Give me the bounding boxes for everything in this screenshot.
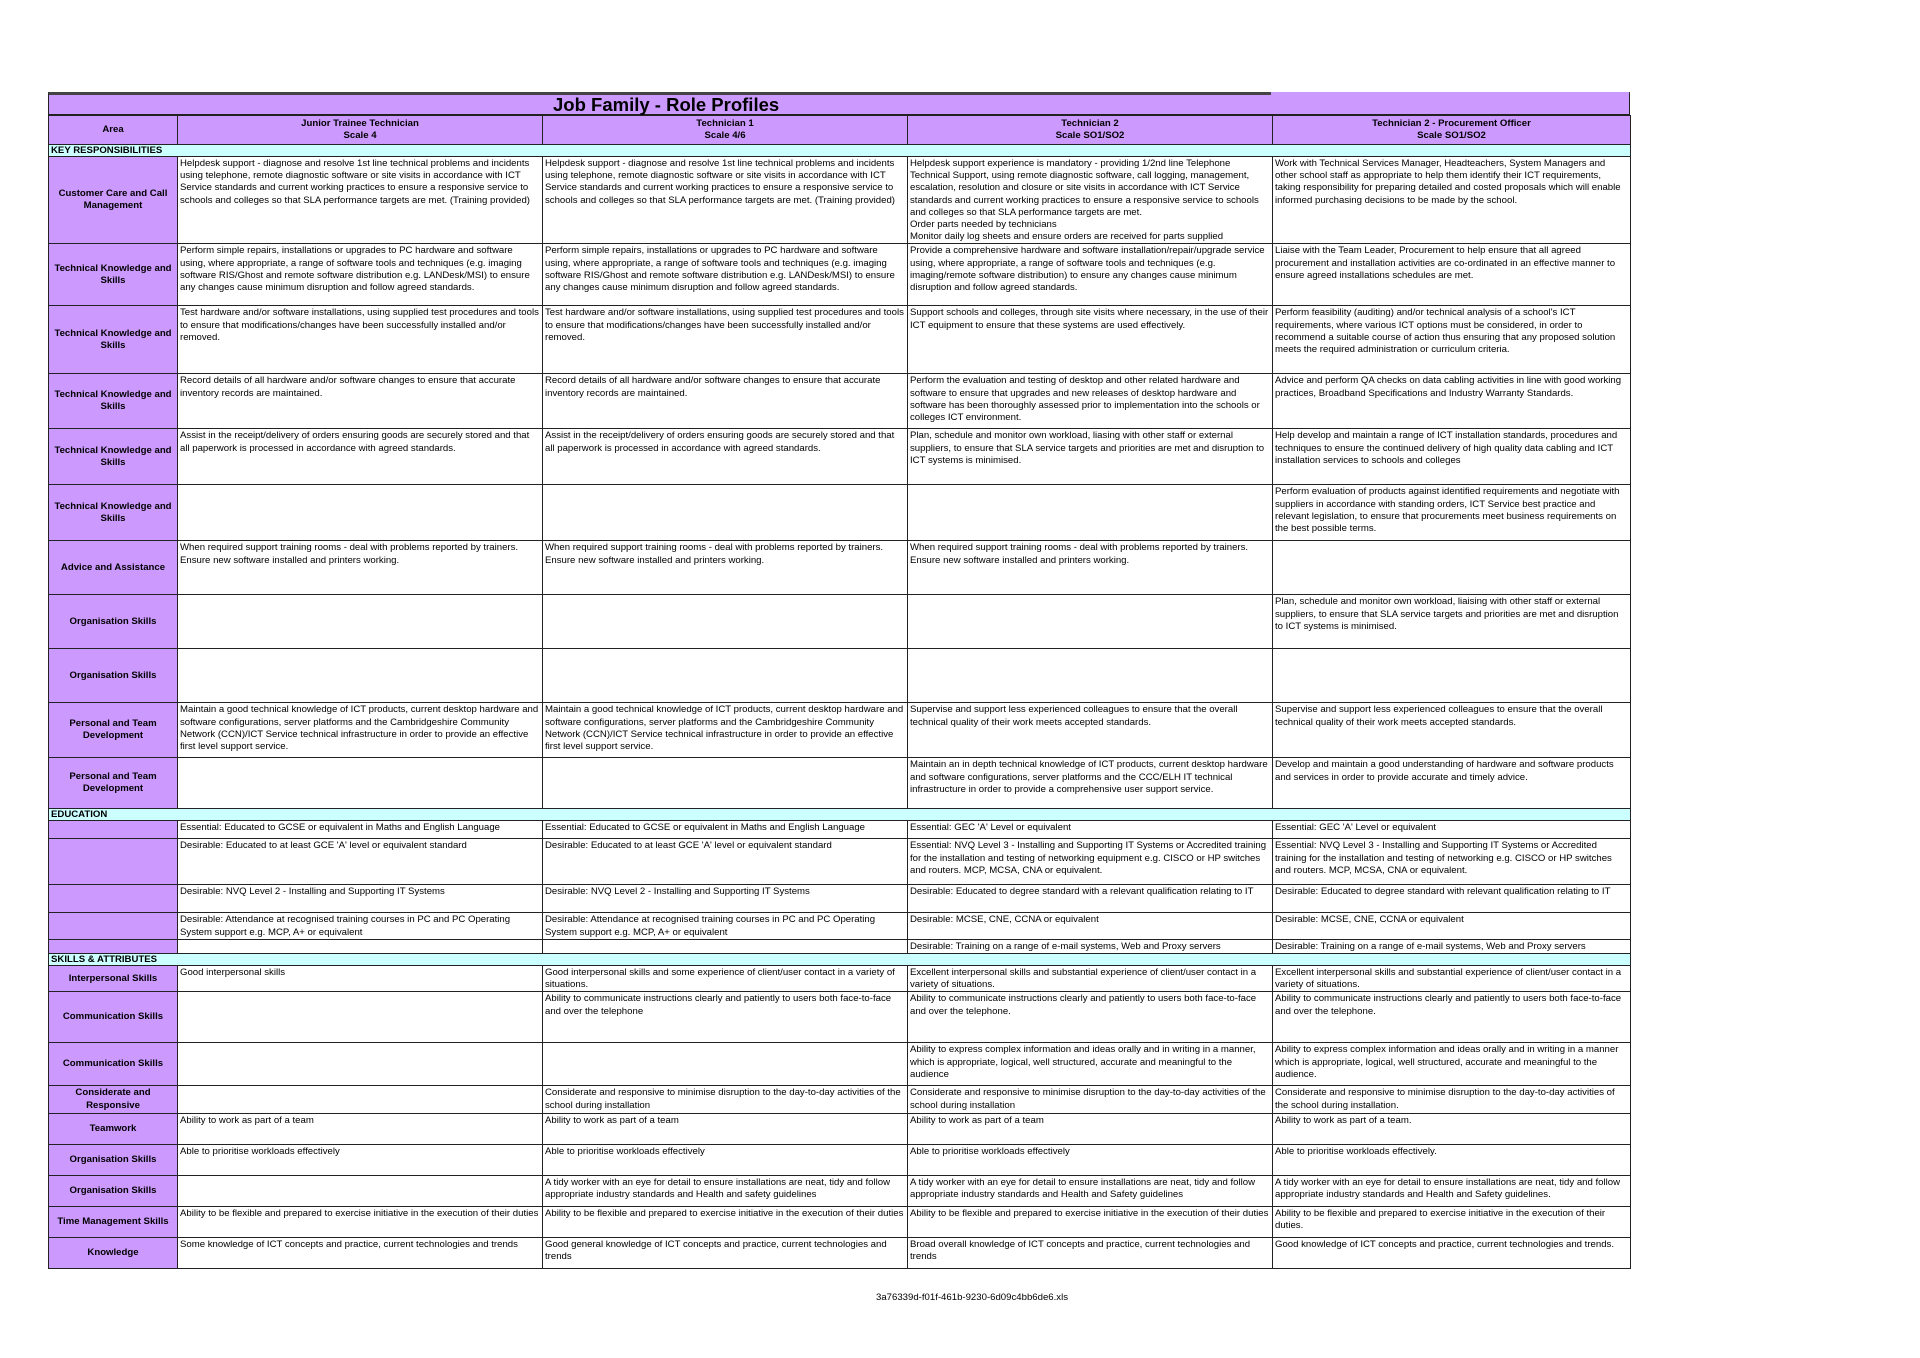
profile-row [49,306,1631,374]
role-cell: Assist in the receipt/delivery of orders ensuring goods are securely stored and that all paperwork is processed in accordance with agreed standards. [178,429,543,485]
file-name-footer [0,1292,1920,1303]
role-cell: Excellent interpersonal skills and substantial experience of client/user contact in a variety of situations. [908,966,1273,992]
section-title: EDUCATION [49,809,1631,821]
profile-row [49,1206,1631,1237]
profile-row [49,1175,1631,1206]
role-cell: Good interpersonal skills and some experience of client/user contact in a variety of situations. [543,966,908,992]
section-header-key-responsibilities [49,145,1631,157]
role-cell [1273,649,1631,703]
column-header-row [49,116,1631,145]
profile-row [49,429,1631,485]
role-cell: Ability to work as part of a team [178,1113,543,1144]
role-cell [543,1043,908,1086]
role-cell: Essential: Educated to GCSE or equivalent in Maths and English Language [543,821,908,839]
profile-row [49,821,1631,839]
area-label [49,839,178,885]
area-label: Technical Knowledge and Skills [49,244,178,306]
profile-row [49,885,1631,913]
role-cell: Considerate and responsive to minimise disruption to the day-to-day activities of the school during installation. [1273,1086,1631,1113]
role-cell: Essential: GEC 'A' Level or equivalent [1273,821,1631,839]
profile-row [49,1086,1631,1113]
section-title: KEY RESPONSIBILITIES [49,145,1631,157]
role-cell: Ability to be flexible and prepared to exercise initiative in the execution of their duties [178,1206,543,1237]
role-cell: Excellent interpersonal skills and substantial experience of client/user contact in a variety of situations. [1273,966,1631,992]
role-cell [178,649,543,703]
page-title: Job Family - Role Profiles [553,94,780,115]
role-cell: Ability to communicate instructions clearly and patiently to users both face-to-face and over the telephone [543,992,908,1043]
area-label: Technical Knowledge and Skills [49,485,178,541]
area-label: Customer Care and Call Management [49,157,178,244]
role-cell [178,758,543,809]
area-label: Time Management Skills [49,1206,178,1237]
role-cell [543,758,908,809]
area-label [49,885,178,913]
area-label: Teamwork [49,1113,178,1144]
area-label: Organisation Skills [49,1144,178,1175]
role-cell: A tidy worker with an eye for detail to ensure installations are neat, tidy and follow appropriate industry standards and Health and Safety guidelines [908,1175,1273,1206]
role-name: Technician 2 - Procurement Officer [1372,118,1531,129]
column-header-role [178,116,543,145]
role-cell: Desirable: Educated to degree standard with relevant qualification relating to IT [1273,885,1631,913]
area-label: Knowledge [49,1237,178,1268]
role-cell: Test hardware and/or software installations, using supplied test procedures and tools to ensure that modifications/changes have been successfully installed and/or removed. [178,306,543,374]
role-scale: Scale 4/6 [704,130,746,141]
area-label: Organisation Skills [49,595,178,649]
role-cell: Support schools and colleges, through site visits where necessary, in the use of their ICT equipment to ensure that these systems are used effectively. [908,306,1273,374]
role-cell: Helpdesk support - diagnose and resolve 1st line technical problems and incidents using telephone, remote diagnostic software or site visits in accordance with ICT Service standards and current working practices to ensure a responsive service to schools and colleges so that SLA performance targets are met. (Training provided) [543,157,908,244]
role-cell: Ability to be flexible and prepared to exercise initiative in the execution of their duties [908,1206,1273,1237]
role-cell: Advice and perform QA checks on data cabling activities in line with good working practices, Broadband Specifications and Industry Warranty Standards. [1273,374,1631,429]
section-header-education [49,809,1631,821]
role-cell: Ability to communicate instructions clearly and patiently to users both face-to-face and over the telephone. [1273,992,1631,1043]
role-cell: Maintain a good technical knowledge of ICT products, current desktop hardware and software configurations, server platforms and the Cambridgeshire Community Network (CCN)/ICT Service technical infrastructure in order to provide an effective first level support service. [543,703,908,758]
role-cell [543,485,908,541]
file-name: 3a76339d-f01f-461b-9230-6d09c4bb6de6.xls [875,1292,1069,1303]
role-cell: When required support training rooms - deal with problems reported by trainers. Ensure new software installed and printers working. [178,541,543,595]
area-label: Organisation Skills [49,1175,178,1206]
role-cell: Essential: NVQ Level 3 - Installing and Supporting IT Systems or Accredited training for the installation and testing of networking equipment e.g. CISCO or HP switches and routers. MCP, MCSA, CNA or equivalent. [908,839,1273,885]
role-cell [1273,541,1631,595]
role-cell: A tidy worker with an eye for detail to ensure installations are neat, tidy and follow appropriate industry standards and Health and Safety guidelines. [1273,1175,1631,1206]
role-cell: Able to prioritise workloads effectively [178,1144,543,1175]
role-cell: Perform simple repairs, installations or upgrades to PC hardware and software using, where appropriate, a range of software tools and techniques (e.g. imaging software RIS/Ghost and remote software distribution e.g. LANDesk/MSI) to ensure any changes cause minimum disruption and follow agreed standards. [178,244,543,306]
area-label [49,939,178,953]
profile-row [49,758,1631,809]
role-cell [178,1086,543,1113]
role-cell [908,595,1273,649]
role-cell: Desirable: Educated to at least GCE 'A' level or equivalent standard [178,839,543,885]
role-cell: Ability to work as part of a team. [1273,1113,1631,1144]
area-label [49,821,178,839]
area-label: Technical Knowledge and Skills [49,306,178,374]
role-cell [178,939,543,953]
role-cell: Essential: NVQ Level 3 - Installing and Supporting IT Systems or Accredited training for the installation and testing of networking e.g. CISCO or HP switches and routers. MCP, MCSA, CNA or equivalent. [1273,839,1631,885]
section-title: SKILLS & ATTRIBUTES [49,954,1631,966]
area-label: Communication Skills [49,1043,178,1086]
role-cell: Desirable: NVQ Level 2 - Installing and Supporting IT Systems [178,885,543,913]
role-cell [908,485,1273,541]
title-bar [48,92,1630,115]
profile-row [49,913,1631,939]
role-cell: Helpdesk support - diagnose and resolve 1st line technical problems and incidents using telephone, remote diagnostic software or site visits in accordance with ICT Service standards and current working practices to ensure a responsive service to schools and colleges so that SLA performance targets are met. (Training provided) [178,157,543,244]
role-cell: Test hardware and/or software installations, using supplied test procedures and tools to ensure that modifications/changes have been successfully installed and/or removed. [543,306,908,374]
title-bar-extension [1271,92,1629,95]
area-label: Considerate and Responsive [49,1086,178,1113]
role-cell: Good general knowledge of ICT concepts and practice, current technologies and trends [543,1237,908,1268]
role-cell: Desirable: MCSE, CNE, CCNA or equivalent [1273,913,1631,939]
area-label: Technical Knowledge and Skills [49,429,178,485]
role-cell: Plan, schedule and monitor own workload, liasing with other staff or external suppliers, to ensure that SLA service targets and priorities are met and disruption to ICT systems is minimised. [908,429,1273,485]
role-cell: Record details of all hardware and/or software changes to ensure that accurate inventory records are maintained. [543,374,908,429]
role-cell: Plan, schedule and monitor own workload, liaising with other staff or external suppliers, to ensure that SLA service targets and priorities are met and disruption to ICT systems is minimised. [1273,595,1631,649]
area-label: Personal and Team Development [49,703,178,758]
role-cell [178,595,543,649]
column-header-area: Area [49,116,178,145]
role-cell: Supervise and support less experienced colleagues to ensure that the overall technical quality of their work meets accepted standards. [1273,703,1631,758]
role-cell: When required support training rooms - deal with problems reported by trainers. Ensure new software installed and printers working. [543,541,908,595]
role-cell: Ability to work as part of a team [908,1113,1273,1144]
role-cell [178,1175,543,1206]
role-cell: Able to prioritise workloads effectively. [1273,1144,1631,1175]
role-cell [543,939,908,953]
role-cell: Desirable: Educated to at least GCE 'A' level or equivalent standard [543,839,908,885]
area-label: Interpersonal Skills [49,966,178,992]
role-cell: Assist in the receipt/delivery of orders ensuring goods are securely stored and that all paperwork is processed in accordance with agreed standards. [543,429,908,485]
profile-row [49,839,1631,885]
profile-row [49,1237,1631,1268]
role-cell: Considerate and responsive to minimise disruption to the day-to-day activities of the school during installation [543,1086,908,1113]
role-cell: Essential: GEC 'A' Level or equivalent [908,821,1273,839]
role-cell: Ability to express complex information and ideas orally and in writing in a manner, which is appropriate, logical, well structured, accurate and meaningful to the audience [908,1043,1273,1086]
role-cell: Develop and maintain a good understanding of hardware and software products and services in order to provide accurate and timely advice. [1273,758,1631,809]
role-cell: Ability to work as part of a team [543,1113,908,1144]
role-cell: Desirable: Attendance at recognised training courses in PC and PC Operating System support e.g. MCP, A+ or equivalent [543,913,908,939]
role-cell [543,595,908,649]
role-cell: Desirable: Training on a range of e-mail systems, Web and Proxy servers [908,939,1273,953]
role-cell: Liaise with the Team Leader, Procurement to help ensure that all agreed procurement and installation activities are co-ordinated in an effective manner to ensure agreed installations schedules are met. [1273,244,1631,306]
role-name: Junior Trainee Technician [301,118,419,129]
profile-row [49,157,1631,244]
role-cell: Maintain a good technical knowledge of ICT products, current desktop hardware and software configurations, server platforms and the Cambridgeshire Community Network (CCN)/ICT Service technical infrastructure in order to provide an effective first level support service. [178,703,543,758]
profile-row [49,541,1631,595]
area-label: Communication Skills [49,992,178,1043]
role-cell: Ability to be flexible and prepared to exercise initiative in the execution of their duties [543,1206,908,1237]
area-label: Personal and Team Development [49,758,178,809]
role-cell: Able to prioritise workloads effectively [543,1144,908,1175]
profile-row [49,485,1631,541]
profile-row [49,244,1631,306]
role-cell: A tidy worker with an eye for detail to ensure installations are neat, tidy and follow appropriate industry standards and Health and safety guidelines [543,1175,908,1206]
column-header-role [1273,116,1631,145]
role-cell: Provide a comprehensive hardware and software installation/repair/upgrade service using, where appropriate, a range of software tools and techniques (e.g. imaging/remote software distribution) to ensure any changes cause minimum disruption and follow agreed standards. [908,244,1273,306]
profile-row [49,992,1631,1043]
role-cell: When required support training rooms - deal with problems reported by trainers. Ensure new software installed and printers working. [908,541,1273,595]
role-cell: Ability to communicate instructions clearly and patiently to users both face-to-face and over the telephone. [908,992,1273,1043]
role-cell: Supervise and support less experienced colleagues to ensure that the overall technical quality of their work meets accepted standards. [908,703,1273,758]
column-header-role [908,116,1273,145]
role-cell: Desirable: NVQ Level 2 - Installing and Supporting IT Systems [543,885,908,913]
role-cell [178,485,543,541]
profile-row [49,939,1631,953]
role-profiles-table [48,115,1631,1269]
area-label: Advice and Assistance [49,541,178,595]
role-scale: Scale 4 [343,130,377,141]
role-cell: Good knowledge of ICT concepts and practice, current technologies and trends. [1273,1237,1631,1268]
role-cell: Good interpersonal skills [178,966,543,992]
role-cell: Record details of all hardware and/or software changes to ensure that accurate inventory records are maintained. [178,374,543,429]
section-header-skills-attributes [49,954,1631,966]
area-label [49,913,178,939]
role-cell: Broad overall knowledge of ICT concepts and practice, current technologies and trends [908,1237,1273,1268]
role-cell: Able to prioritise workloads effectively [908,1144,1273,1175]
role-cell: Ability to be flexible and prepared to exercise initiative in the execution of their duties. [1273,1206,1631,1237]
profile-row [49,595,1631,649]
role-cell [178,992,543,1043]
profile-row [49,1043,1631,1086]
role-cell: Perform simple repairs, installations or upgrades to PC hardware and software using, where appropriate, a range of software tools and techniques (e.g. imaging software RIS/Ghost and remote software distribution e.g. LANDesk/MSI) to ensure any changes cause minimum disruption and follow agreed standards. [543,244,908,306]
role-cell: Perform evaluation of products against identified requirements and negotiate with suppliers in accordance with standing orders, ICT Service best practice and relevant legislation, to ensure that procurements meet business requirements on the best possible terms. [1273,485,1631,541]
area-label: Technical Knowledge and Skills [49,374,178,429]
role-cell: Help develop and maintain a range of ICT installation standards, procedures and techniques to ensure the continued delivery of high quality data cabling and ICT installation services to schools and colleges [1273,429,1631,485]
column-header-role [543,116,908,145]
profile-row [49,1144,1631,1175]
role-cell: Desirable: Attendance at recognised training courses in PC and PC Operating System support e.g. MCP, A+ or equivalent [178,913,543,939]
profile-row [49,966,1631,992]
role-cell: Perform feasibility (auditing) and/or technical analysis of a school's ICT requirements, where various ICT options must be considered, in order to recommend a suitable course of action thus ensuring that any proposed solution meets the required administration or curriculum criteria. [1273,306,1631,374]
role-cell: Helpdesk support experience is mandatory - providing 1/2nd line Telephone Technical Support, using remote diagnostic software, call logging, management, escalation, resolution and closure or site visits in accordance with ICT Service standards and current working practices to ensure a responsive service to schools and colleges so that SLA performance targets are met. Order parts needed by technicians Monitor daily log sheets and ensure orders are received for parts supplied [908,157,1273,244]
profile-row [49,374,1631,429]
role-cell: Some knowledge of ICT concepts and practice, current technologies and trends [178,1237,543,1268]
role-cell: Work with Technical Services Manager, Headteachers, System Managers and other school staff as appropriate to help them identify their ICT requirements, taking responsibility for preparing detailed and costed proposals which will enable informed purchasing decisions to be made by the school. [1273,157,1631,244]
profile-row [49,703,1631,758]
role-cell: Perform the evaluation and testing of desktop and other related hardware and software to ensure that upgrades and new releases of desktop hardware and software has been thoroughly assessed prior to implementation into the schools or colleges ICT environment. [908,374,1273,429]
role-cell [543,649,908,703]
role-cell: Considerate and responsive to minimise disruption to the day-to-day activities of the school during installation [908,1086,1273,1113]
role-cell: Desirable: Educated to degree standard with a relevant qualification relating to IT [908,885,1273,913]
role-cell: Essential: Educated to GCSE or equivalent in Maths and English Language [178,821,543,839]
role-cell [908,649,1273,703]
role-cell: Desirable: MCSE, CNE, CCNA or equivalent [908,913,1273,939]
role-cell [178,1043,543,1086]
role-name: Technician 2 [1061,118,1119,129]
role-cell: Desirable: Training on a range of e-mail systems, Web and Proxy servers [1273,939,1631,953]
role-name: Technician 1 [696,118,754,129]
role-scale: Scale SO1/SO2 [1417,130,1486,141]
area-label: Organisation Skills [49,649,178,703]
role-cell: Ability to express complex information and ideas orally and in writing in a manner which is appropriate, logical, well structured, accurate and meaningful to the audience. [1273,1043,1631,1086]
role-profiles-sheet [48,92,1630,1269]
profile-row [49,649,1631,703]
role-cell: Maintain an in depth technical knowledge of ICT products, current desktop hardware and software configurations, server platforms and the CCC/ELH IT technical infrastructure in order to provide a comprehensive user support service. [908,758,1273,809]
profile-row [49,1113,1631,1144]
role-scale: Scale SO1/SO2 [1055,130,1125,141]
